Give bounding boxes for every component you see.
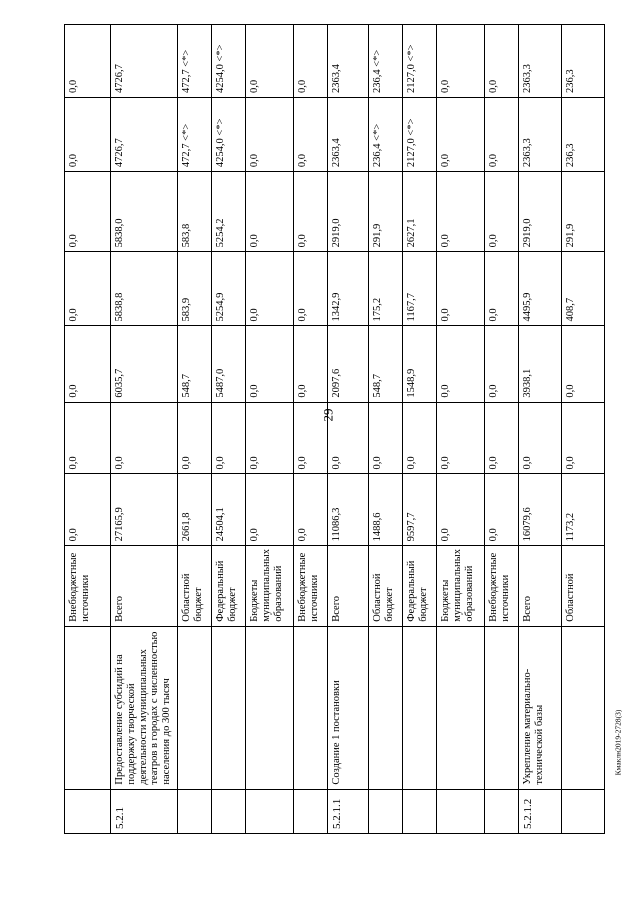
value-cell: 2363,4	[328, 98, 369, 172]
value-cell: 0,0	[294, 98, 328, 172]
value-cell: 0,0	[328, 402, 369, 474]
value-cell: 27165,9	[111, 474, 178, 546]
row-code-cell	[403, 789, 437, 833]
table-row	[294, 25, 328, 834]
row-code-cell	[294, 789, 328, 833]
budget-table	[64, 24, 605, 834]
value-cell: 24504,1	[212, 474, 246, 546]
value-cell: 0,0	[437, 474, 485, 546]
value-cell: 0,0	[65, 474, 111, 546]
value-cell: 0,0	[294, 474, 328, 546]
value-cell: 175,2	[369, 252, 403, 326]
value-cell: 1488,6	[369, 474, 403, 546]
value-cell: 5254,2	[212, 172, 246, 252]
value-cell: 0,0	[437, 252, 485, 326]
row-code-cell	[437, 789, 485, 833]
value-cell: 0,0	[437, 172, 485, 252]
row-name-cell	[437, 626, 485, 789]
row-name-cell	[485, 626, 519, 789]
value-cell: 0,0	[65, 172, 111, 252]
value-cell: 472,7 <*>	[178, 25, 212, 98]
table-row	[212, 25, 246, 834]
value-cell: 0,0	[437, 326, 485, 402]
value-cell: 0,0	[65, 402, 111, 474]
value-cell: 1167,7	[403, 252, 437, 326]
value-cell: 3938,1	[519, 326, 562, 402]
value-cell: 236,3	[562, 25, 605, 98]
value-cell: 0,0	[294, 172, 328, 252]
table-row	[246, 25, 294, 834]
value-cell: 0,0	[485, 25, 519, 98]
value-cell: 0,0	[178, 402, 212, 474]
value-cell: 2363,4	[328, 25, 369, 98]
value-cell: 236,4 <*>	[369, 25, 403, 98]
value-cell: 11086,3	[328, 474, 369, 546]
funding-source-cell: Внебюджетные источники	[485, 546, 519, 626]
page-number: 29	[320, 408, 335, 422]
value-cell: 2919,0	[519, 172, 562, 252]
value-cell: 0,0	[65, 25, 111, 98]
value-cell: 1548,9	[403, 326, 437, 402]
value-cell: 236,3	[562, 98, 605, 172]
document-stamp: Кмаклн2019-2728(3)	[613, 709, 623, 776]
funding-source-cell: Областной бюджет	[369, 546, 403, 626]
funding-source-cell: Федеральный бюджет	[212, 546, 246, 626]
value-cell: 583,8	[178, 172, 212, 252]
row-code-cell	[485, 789, 519, 833]
value-cell: 0,0	[246, 25, 294, 98]
value-cell: 5254,9	[212, 252, 246, 326]
table-row	[111, 25, 178, 834]
value-cell: 16079,6	[519, 474, 562, 546]
value-cell: 0,0	[485, 326, 519, 402]
table-row	[369, 25, 403, 834]
value-cell: 0,0	[437, 98, 485, 172]
table-row	[178, 25, 212, 834]
row-name-cell	[212, 626, 246, 789]
value-cell: 0,0	[485, 252, 519, 326]
funding-source-cell: Областной бюджет	[178, 546, 212, 626]
value-cell: 0,0	[519, 402, 562, 474]
value-cell: 0,0	[294, 402, 328, 474]
funding-source-cell: Областной	[562, 546, 605, 626]
value-cell: 2127,0 <*>	[403, 98, 437, 172]
row-code-cell	[65, 789, 111, 833]
value-cell: 583,9	[178, 252, 212, 326]
row-name-cell	[178, 626, 212, 789]
funding-source-cell: Всего	[328, 546, 369, 626]
funding-source-cell: Всего	[519, 546, 562, 626]
value-cell: 0,0	[485, 402, 519, 474]
row-name-cell	[294, 626, 328, 789]
table-row	[403, 25, 437, 834]
row-name-cell: Укрепление материально-технической базы	[519, 626, 562, 789]
row-code-cell: 5.2.1.2	[519, 789, 562, 833]
row-code-cell	[212, 789, 246, 833]
value-cell: 0,0	[246, 252, 294, 326]
value-cell: 0,0	[403, 402, 437, 474]
table-row	[485, 25, 519, 834]
value-cell: 5838,8	[111, 252, 178, 326]
row-name-cell	[403, 626, 437, 789]
row-name-cell: Предоставление субсидий на поддержку творческой деятельности муниципальных театров в городах с численностью населения до 300 тысяч	[111, 626, 178, 789]
value-cell: 236,4 <*>	[369, 98, 403, 172]
value-cell: 4726,7	[111, 98, 178, 172]
value-cell: 472,7 <*>	[178, 98, 212, 172]
row-code-cell	[178, 789, 212, 833]
value-cell: 5838,0	[111, 172, 178, 252]
value-cell: 0,0	[65, 326, 111, 402]
row-name-cell	[65, 626, 111, 789]
value-cell: 291,9	[562, 172, 605, 252]
funding-source-cell: Всего	[111, 546, 178, 626]
funding-source-cell: Бюджеты муниципальных образований	[246, 546, 294, 626]
row-name-cell: Создание 1 постановки	[328, 626, 369, 789]
value-cell: 0,0	[485, 474, 519, 546]
value-cell: 0,0	[111, 402, 178, 474]
row-name-cell	[246, 626, 294, 789]
table-body	[65, 25, 605, 834]
value-cell: 0,0	[369, 402, 403, 474]
value-cell: 408,7	[562, 252, 605, 326]
value-cell: 0,0	[246, 402, 294, 474]
value-cell: 0,0	[562, 402, 605, 474]
value-cell: 2919,0	[328, 172, 369, 252]
value-cell: 0,0	[212, 402, 246, 474]
row-name-cell	[562, 626, 605, 789]
value-cell: 0,0	[294, 25, 328, 98]
row-name-cell	[369, 626, 403, 789]
value-cell: 4726,7	[111, 25, 178, 98]
row-code-cell: 5.2.1	[111, 789, 178, 833]
value-cell: 2627,1	[403, 172, 437, 252]
table-row	[519, 25, 562, 834]
value-cell: 0,0	[65, 252, 111, 326]
value-cell: 291,9	[369, 172, 403, 252]
value-cell: 0,0	[65, 98, 111, 172]
value-cell: 5487,0	[212, 326, 246, 402]
row-code-cell	[369, 789, 403, 833]
row-code-cell	[562, 789, 605, 833]
rotated-table-container	[64, 24, 602, 834]
value-cell: 1342,9	[328, 252, 369, 326]
value-cell: 0,0	[294, 326, 328, 402]
value-cell: 2661,8	[178, 474, 212, 546]
table-row	[562, 25, 605, 834]
funding-source-cell: Внебюджетные источники	[65, 546, 111, 626]
value-cell: 0,0	[246, 98, 294, 172]
funding-source-cell: Внебюджетные источники	[294, 546, 328, 626]
value-cell: 0,0	[294, 252, 328, 326]
funding-source-cell: Федеральный бюджет	[403, 546, 437, 626]
value-cell: 0,0	[246, 172, 294, 252]
value-cell: 2363,3	[519, 98, 562, 172]
row-code-cell	[246, 789, 294, 833]
value-cell: 0,0	[437, 25, 485, 98]
value-cell: 0,0	[485, 98, 519, 172]
value-cell: 2363,3	[519, 25, 562, 98]
value-cell: 4495,9	[519, 252, 562, 326]
row-code-cell: 5.2.1.1	[328, 789, 369, 833]
value-cell: 9597,7	[403, 474, 437, 546]
value-cell: 4254,0 <*>	[212, 98, 246, 172]
table-row	[328, 25, 369, 834]
value-cell: 2127,0 <*>	[403, 25, 437, 98]
table-row	[437, 25, 485, 834]
value-cell: 548,7	[178, 326, 212, 402]
value-cell: 0,0	[437, 402, 485, 474]
value-cell: 0,0	[562, 326, 605, 402]
value-cell: 0,0	[246, 474, 294, 546]
table-row	[65, 25, 111, 834]
value-cell: 1173,2	[562, 474, 605, 546]
funding-source-cell: Бюджеты муниципальных образований	[437, 546, 485, 626]
value-cell: 548,7	[369, 326, 403, 402]
value-cell: 2097,6	[328, 326, 369, 402]
value-cell: 4254,0 <*>	[212, 25, 246, 98]
value-cell: 0,0	[246, 326, 294, 402]
value-cell: 6035,7	[111, 326, 178, 402]
value-cell: 0,0	[485, 172, 519, 252]
